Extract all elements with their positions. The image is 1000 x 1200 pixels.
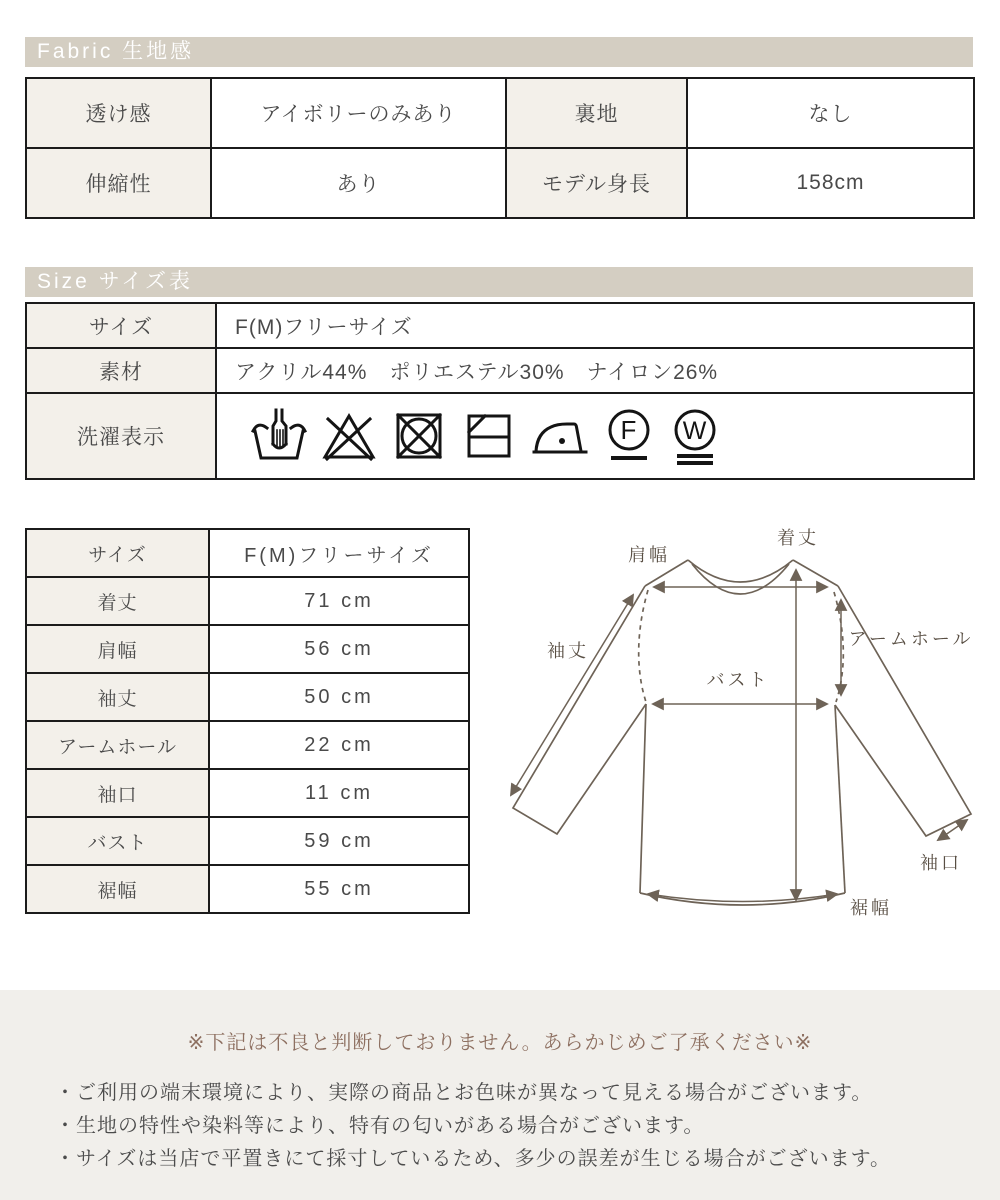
size-section-title: Size サイズ表: [37, 270, 194, 293]
cell-value: 56 cm: [209, 625, 469, 673]
diagram-label-armhole: アームホール: [848, 629, 974, 649]
professional-wet-clean-w-icon: [667, 405, 723, 467]
cell-label: バスト: [26, 817, 209, 865]
iron-low-heat-icon: [529, 406, 591, 466]
collar-outer-line: [688, 560, 793, 582]
cell-label: 肩幅: [26, 625, 209, 673]
cell-label: サイズ: [26, 529, 209, 577]
svg-text:W: W: [682, 417, 708, 445]
hand-wash-icon: [249, 406, 309, 466]
notes-section: [0, 990, 1000, 1200]
table-row: [26, 865, 469, 913]
right-armhole-dashed-line: [834, 592, 843, 702]
hem-line: [640, 893, 845, 905]
fabric-section-title: Fabric 生地感: [37, 40, 195, 63]
professional-dry-clean-f-icon: [601, 405, 657, 467]
table-row: [26, 673, 469, 721]
diagram-label-shoulder: 肩幅: [628, 545, 670, 565]
do-not-tumble-dry-icon: [389, 406, 449, 466]
cell-value: 71 cm: [209, 577, 469, 625]
cell-value: F(M)フリーサイズ: [209, 529, 469, 577]
table-row: [26, 393, 974, 479]
cell-label: 洗濯表示: [26, 393, 216, 479]
table-row: [26, 303, 974, 348]
cell-label: アームホール: [26, 721, 209, 769]
cell-label: 伸縮性: [26, 148, 211, 218]
cell-value: 59 cm: [209, 817, 469, 865]
cell-label: 袖丈: [26, 673, 209, 721]
cell-value: あり: [211, 148, 506, 218]
table-row: [26, 148, 974, 218]
flat-dry-in-shade-icon: [459, 406, 519, 466]
cell-label: 裏地: [506, 78, 687, 148]
size-info-table: [25, 302, 975, 480]
table-row: [26, 625, 469, 673]
table-row: [26, 769, 469, 817]
right-sleeve-line: [835, 586, 974, 836]
cell-value: 158cm: [687, 148, 974, 218]
garment-measurement-diagram: [478, 508, 1000, 953]
table-row: [26, 577, 469, 625]
cell-label: サイズ: [26, 303, 216, 348]
cell-label: 袖口: [26, 769, 209, 817]
table-row: [26, 721, 469, 769]
cell-label: 透け感: [26, 78, 211, 148]
diagram-label-cuff: 袖口: [920, 853, 962, 873]
cell-value: 55 cm: [209, 865, 469, 913]
cell-value: F(M)フリーサイズ: [216, 303, 974, 348]
diagram-label-hem: 裾幅: [850, 898, 892, 918]
note-item: ・ご利用の端末環境により、実際の商品とお色味が異なって見える場合がございます。: [55, 1082, 873, 1104]
cell-value: アイボリーのみあり: [211, 78, 506, 148]
table-row: [26, 529, 469, 577]
diagram-label-bust: バスト: [706, 670, 770, 690]
table-row: [26, 348, 974, 393]
notes-heading: ※下記は不良と判断しておりません。あらかじめご了承ください※: [187, 1032, 813, 1054]
sleeve-length-arrow: [511, 595, 633, 795]
care-icons-cell: [216, 393, 974, 479]
cell-label: 裾幅: [26, 865, 209, 913]
svg-text:F: F: [620, 415, 638, 445]
table-row: [26, 817, 469, 865]
cell-value: 11 cm: [209, 769, 469, 817]
collar-inner-line: [692, 564, 789, 594]
fabric-table: [25, 77, 975, 219]
left-armhole-dashed-line: [639, 590, 648, 702]
left-side-line: [640, 704, 646, 893]
cell-value: なし: [687, 78, 974, 148]
size-section-header: [25, 267, 973, 297]
note-item: ・生地の特性や染料等により、特有の匂いがある場合がございます。: [55, 1115, 705, 1137]
do-not-bleach-icon: [319, 406, 379, 466]
left-sleeve-line: [513, 586, 646, 834]
note-item: ・サイズは当店で平置きにて採寸しているため、多少の誤差が生じる場合がございます。: [55, 1148, 891, 1170]
cell-value: 22 cm: [209, 721, 469, 769]
cell-value: アクリル44% ポリエステル30% ナイロン26%: [216, 348, 974, 393]
diagram-label-length: 着丈: [777, 528, 819, 548]
fabric-section-header: [25, 37, 973, 67]
cell-label: モデル身長: [506, 148, 687, 218]
diagram-label-sleeve: 袖丈: [547, 641, 589, 661]
cell-label: 素材: [26, 348, 216, 393]
cell-label: 着丈: [26, 577, 209, 625]
cell-value: 50 cm: [209, 673, 469, 721]
care-icon-strip: [235, 405, 973, 467]
right-shoulder-line: [793, 560, 838, 586]
measurement-table: [25, 528, 470, 914]
right-side-line: [835, 705, 845, 893]
table-row: [26, 78, 974, 148]
